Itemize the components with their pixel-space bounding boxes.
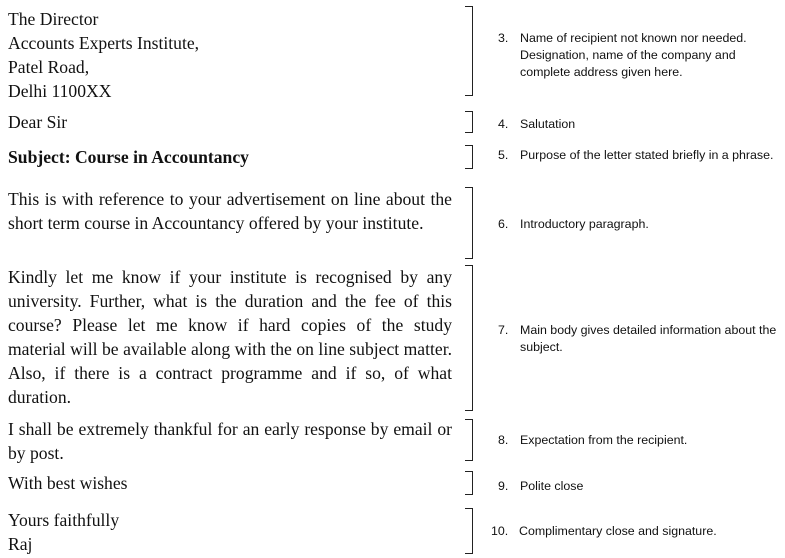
- annotation-item: [498, 432, 780, 449]
- annotation-text: Polite close: [520, 479, 584, 493]
- bracket-salutation: [465, 111, 473, 133]
- annotation-text: Expectation from the recipient.: [520, 433, 688, 447]
- polite-close: With best wishes: [8, 473, 128, 493]
- annotation-number: 9.: [498, 479, 509, 493]
- annotation-text: Name of recipient not known nor needed. Designation, name of the company and complete address given here.: [520, 31, 747, 79]
- bracket-expectation: [465, 419, 473, 461]
- annotation-text: Salutation: [520, 117, 576, 131]
- annotation-text: Introductory paragraph.: [520, 217, 649, 231]
- address-line: Delhi 1100XX: [8, 81, 112, 101]
- bracket-address: [465, 6, 473, 96]
- bracket-polite-close: [465, 471, 473, 495]
- annotation-number: 5.: [498, 148, 509, 162]
- expectation-paragraph: I shall be extremely thankful for an early response by email or by post.: [8, 419, 452, 463]
- bracket-body: [465, 265, 473, 411]
- annotation-number: 8.: [498, 433, 509, 447]
- annotation-item: [498, 478, 780, 495]
- address-line: The Director: [8, 9, 99, 29]
- annotation-item: [498, 116, 780, 133]
- annotation-text: Complimentary close and signature.: [519, 524, 717, 538]
- annotation-text: Purpose of the letter stated briefly in a phrase.: [520, 148, 774, 162]
- annotation-item: [498, 322, 780, 356]
- subject-line: Subject: Course in Accountancy: [8, 147, 249, 167]
- bracket-intro: [465, 187, 473, 259]
- body-paragraph: Kindly let me know if your institute is recognised by any university. Further, what is the duration and the fee of this course? Please let me know if hard copies of the study material will be available along with the on line subject matter. Also, if there is a contract programme and if so, of what duration.: [8, 267, 452, 407]
- recipient-address: [8, 7, 199, 103]
- address-line: Patel Road,: [8, 57, 90, 77]
- annotation-item: [498, 147, 780, 164]
- annotation-number: 7.: [498, 323, 509, 337]
- annotation-number: 3.: [498, 31, 509, 45]
- bracket-subject: [465, 145, 473, 169]
- salutation: Dear Sir: [8, 112, 68, 132]
- annotation-item: [498, 216, 780, 233]
- annotation-text: Main body gives detailed information about the subject.: [520, 323, 777, 354]
- annotation-item: [491, 523, 773, 540]
- annotation-number: 4.: [498, 117, 509, 131]
- intro-paragraph: This is with reference to your advertisement on line about the short term course in Accountancy offered by your institute.: [8, 189, 452, 233]
- address-line: Accounts Experts Institute,: [8, 33, 200, 53]
- closing-block: [8, 508, 119, 556]
- annotation-number: 10.: [491, 524, 509, 538]
- annotation-number: 6.: [498, 217, 509, 231]
- signature: Raj: [8, 534, 33, 554]
- bracket-closing: [465, 508, 473, 554]
- complimentary-close: Yours faithfully: [8, 510, 120, 530]
- annotation-item: [498, 30, 780, 81]
